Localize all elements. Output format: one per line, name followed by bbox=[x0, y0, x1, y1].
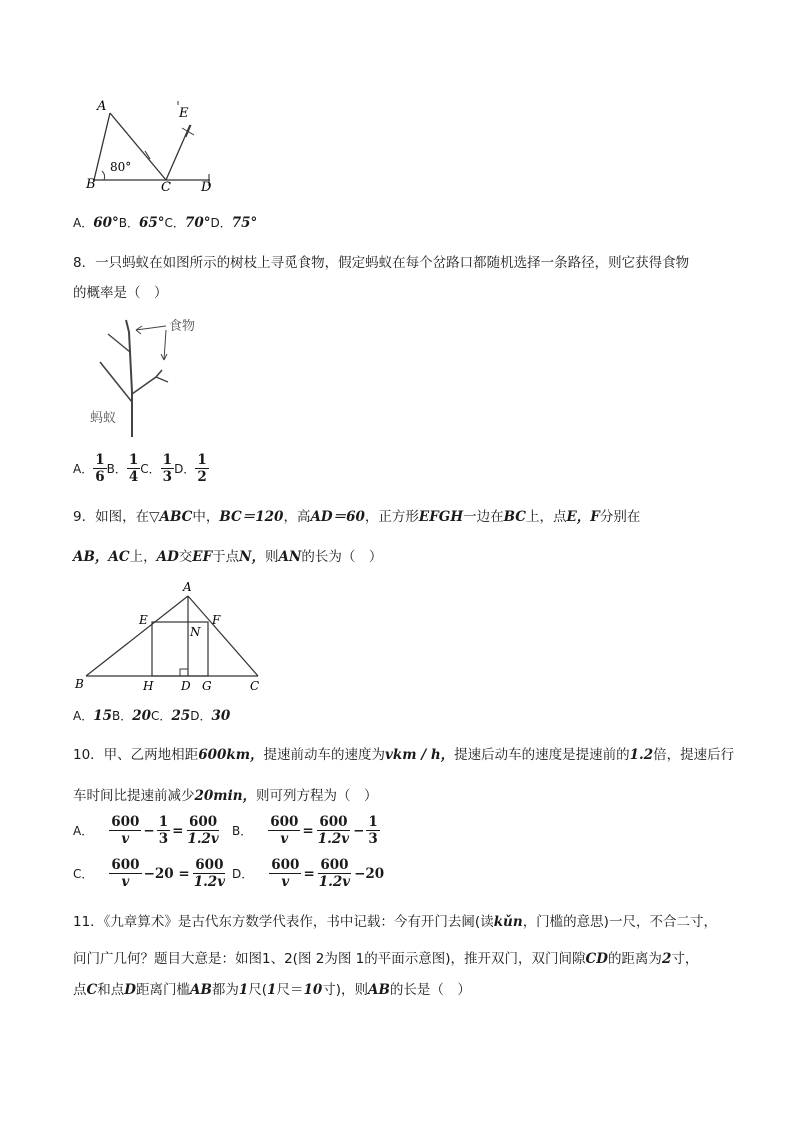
label-ant: 蚂蚁 bbox=[90, 411, 117, 426]
segment-ab bbox=[94, 113, 110, 180]
label-e: E bbox=[139, 613, 148, 627]
q10-option-b-letter: B． bbox=[232, 824, 253, 838]
segment-ab bbox=[86, 596, 188, 676]
q10-stem-line2: 车时间比提速前减少20min，则可列方程为（ ） bbox=[73, 788, 378, 804]
label-d: D bbox=[181, 679, 191, 693]
q7-option-b-value: 65° bbox=[139, 215, 165, 231]
q8-option-d-letter: D． bbox=[174, 462, 196, 476]
label-a: A bbox=[183, 580, 192, 594]
q9-option-d-letter[interactable]: D． bbox=[190, 709, 212, 723]
q9-option-a-value: 15 bbox=[93, 708, 113, 724]
q10-option-a-letter: A． bbox=[73, 824, 94, 838]
q7-option-c-value: 70° bbox=[184, 215, 211, 231]
arc-mark-e bbox=[182, 125, 194, 137]
right-angle-mark bbox=[180, 669, 188, 676]
label-b: B bbox=[86, 177, 96, 192]
branch-right-tip bbox=[156, 377, 168, 382]
q10-stem-line1: 10．甲、乙两地相距600km，提速前动车的速度为vkm / h，提速后动车的速度是提速前的1.2倍，提速后行 bbox=[73, 747, 735, 763]
q8-option-d[interactable] bbox=[174, 452, 209, 485]
q8-option-d-fraction: $\frac{1}{2}$ bbox=[197, 452, 207, 485]
label-food: 食物 bbox=[169, 319, 196, 334]
q10-option-a[interactable]: A． $\frac{600}{v}$ − $\frac{1}{3}$ = $\frac{600}{1.2v}$ bbox=[73, 814, 219, 847]
q8-option-b-fraction: $\frac{1}{4}$ bbox=[128, 452, 139, 485]
figure-q7-triangle bbox=[82, 95, 232, 195]
label-e: E bbox=[179, 106, 189, 121]
label-d: D bbox=[201, 180, 212, 195]
q9-stem-line2: AB，AC上，AD交EF于点N，则AN的长为（ ） bbox=[73, 549, 383, 565]
label-h: H bbox=[143, 679, 154, 693]
q9-stem-line1: 9．如图，在▽ABC中，BC＝120，高AD＝60，正方形EFGH一边在BC上，点E，F分别在 bbox=[73, 509, 641, 525]
q10-option-d-letter: D． bbox=[232, 867, 254, 881]
q7-option-b-letter[interactable]: B． bbox=[118, 216, 139, 230]
q7-option-a-value: 60° bbox=[93, 215, 119, 231]
label-b: B bbox=[75, 677, 84, 691]
q9-option-b-value: 20 bbox=[132, 708, 152, 724]
branch-upper bbox=[108, 334, 130, 352]
q9-option-a-letter[interactable]: A． bbox=[73, 709, 94, 723]
q9-options bbox=[73, 707, 230, 724]
q8-stem-line1: 8．一只蚂蚁在如图所示的树枝上寻觅食物，假定蚂蚁在每个岔路口都随机选择一条路径，则它获得食物 bbox=[73, 255, 690, 271]
label-g: G bbox=[202, 679, 212, 693]
q8-option-a-fraction: $\frac{1}{6}$ bbox=[95, 452, 105, 485]
q8-option-b[interactable] bbox=[107, 452, 141, 485]
q8-option-a[interactable] bbox=[73, 452, 107, 485]
trunk bbox=[126, 320, 132, 437]
branch-left bbox=[100, 362, 132, 402]
figure-q8-tree bbox=[84, 312, 214, 442]
q8-stem-line2: 的概率是（ ） bbox=[73, 285, 168, 301]
q7-option-a-letter[interactable]: A． bbox=[73, 216, 94, 230]
q7-options bbox=[73, 214, 257, 231]
angle-label: 80° bbox=[110, 160, 132, 174]
q8-option-c[interactable] bbox=[140, 452, 174, 485]
label-n: N bbox=[190, 625, 201, 639]
label-f: F bbox=[212, 613, 221, 627]
q8-option-a-letter: A． bbox=[73, 462, 94, 476]
q10-option-d[interactable]: D． $\frac{600}{v}$ = $\frac{600}{1.2v}$ −20 bbox=[232, 857, 385, 890]
segment-ce bbox=[166, 125, 190, 180]
figure-q9-triangle bbox=[72, 580, 272, 695]
q9-option-d-value: 30 bbox=[211, 708, 231, 724]
q10-option-b[interactable]: B． $\frac{600}{v}$ = $\frac{600}{1.2v}$ − $\frac{1}{3}$ bbox=[232, 814, 378, 847]
q7-option-d-letter[interactable]: D． bbox=[210, 216, 232, 230]
q10-option-c-letter: C． bbox=[73, 867, 94, 881]
q8-options bbox=[73, 452, 209, 485]
branch-right bbox=[132, 370, 162, 394]
label-a: A bbox=[97, 99, 107, 114]
label-c: C bbox=[161, 180, 171, 195]
q9-option-b-letter[interactable]: B． bbox=[112, 709, 133, 723]
q8-option-c-letter: C． bbox=[140, 462, 161, 476]
q8-option-b-letter: B． bbox=[106, 462, 127, 476]
q11-stem-line1: 11．《九章算术》是古代东方数学代表作，书中记载：今有开门去阃(读kǔn，门槛的意思)一尺，不合二寸， bbox=[73, 914, 717, 930]
q7-option-d-value: 75° bbox=[231, 215, 258, 231]
angle-arc-b bbox=[102, 171, 105, 180]
q7-option-c-letter[interactable]: C． bbox=[164, 216, 185, 230]
q11-stem-line2: 问门广几何？题目大意是：如图1、2(图 2为图 1的平面示意图)，推开双门，双门间隙CD的距离为2寸， bbox=[73, 951, 699, 967]
q9-option-c-value: 25 bbox=[171, 708, 191, 724]
q10-option-c[interactable]: C． $\frac{600}{v}$ −20 = $\frac{600}{1.2v}$ bbox=[73, 857, 226, 890]
q11-stem-line3: 点C和点D距离门槛AB都为1尺(1尺＝10寸)，则AB的长是（ ） bbox=[73, 982, 471, 998]
q9-option-c-letter[interactable]: C． bbox=[151, 709, 172, 723]
label-c: C bbox=[250, 679, 260, 693]
q8-option-c-fraction: $\frac{1}{3}$ bbox=[162, 452, 173, 485]
